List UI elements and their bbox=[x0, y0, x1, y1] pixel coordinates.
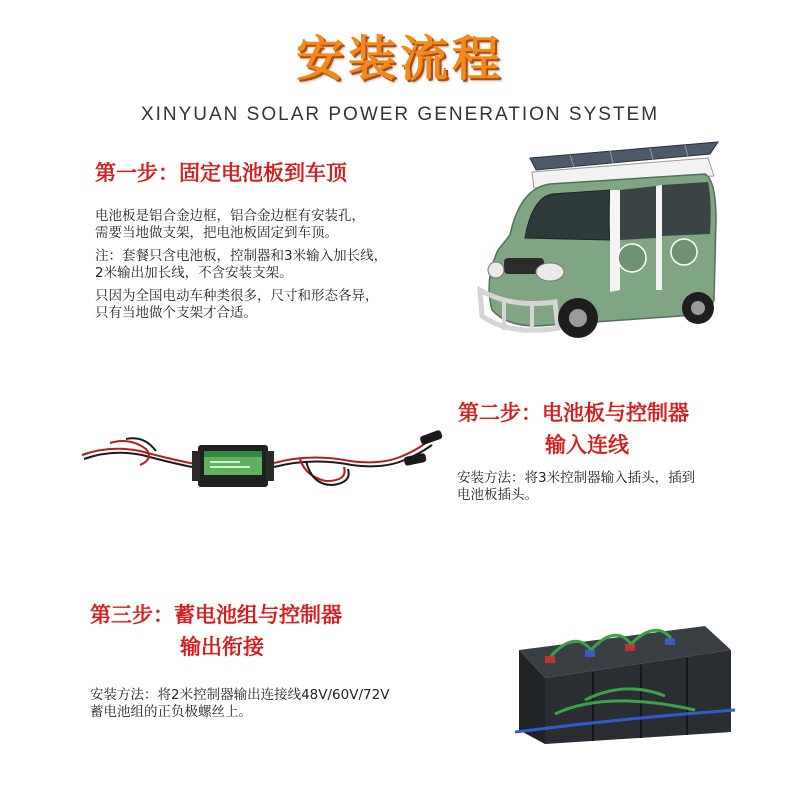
battery-pack-image bbox=[515, 620, 735, 745]
step-1-title: 第一步：固定电池板到车顶 bbox=[95, 161, 347, 185]
electric-vehicle-image bbox=[470, 140, 720, 345]
step-1-text: 只因为全国电动车种类很多，尺寸和形态各异， bbox=[95, 288, 379, 304]
step-1-text: 电池板是铝合金边框，铝合金边框有安装孔， bbox=[95, 208, 365, 224]
step-1-text: 需要当地做支架，把电池板固定到车顶。 bbox=[95, 225, 338, 241]
page-subtitle: XINYUAN SOLAR POWER GENERATION SYSTEM bbox=[140, 104, 660, 125]
page-title: 安装流程 bbox=[295, 31, 504, 87]
step-3-text: 蓄电池组的正负极螺丝上。 bbox=[90, 704, 252, 720]
step-2-title: 第二步：电池板与控制器 bbox=[458, 401, 689, 425]
step-3-text: 安装方法：将2米控制器输出连接线48V/60V/72V bbox=[90, 687, 390, 703]
step-2-text: 安装方法：将3米控制器输入插头，插到 bbox=[457, 470, 696, 486]
step-2-text: 电池板插头。 bbox=[457, 487, 538, 503]
step-3-description bbox=[90, 687, 480, 721]
step-2-description bbox=[457, 470, 787, 504]
step-1-description bbox=[95, 208, 465, 328]
step-1-note: 2米输出加长线，不含安装支架。 bbox=[95, 265, 293, 281]
step-3-title-line2: 输出衔接 bbox=[180, 635, 264, 659]
step-3-title: 第三步：蓄电池组与控制器 bbox=[90, 603, 342, 627]
controller-image bbox=[80, 415, 450, 510]
step-1-text: 只有当地做个支架才合适。 bbox=[95, 305, 257, 321]
step-1-note: 注：套餐只含电池板，控制器和3米输入加长线， bbox=[95, 248, 388, 264]
step-2-title-line2: 输入连线 bbox=[545, 433, 629, 457]
